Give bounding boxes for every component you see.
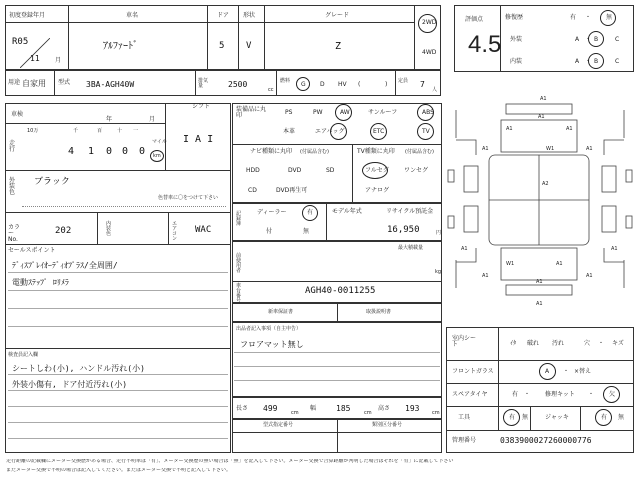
eq-pw: PW [313, 109, 323, 116]
fuel-paren-close: ) [385, 81, 388, 88]
fuel-hv: HV [338, 81, 347, 88]
use-label: 用途 [8, 79, 21, 86]
exterior-a: A [575, 36, 580, 43]
exterior-c: C [615, 36, 620, 43]
spare-none-circle [603, 386, 620, 403]
seat-opt-3: 汚れ [552, 340, 565, 347]
seat-opt-5: ・ [598, 340, 605, 347]
mileage-label: 走行 [9, 140, 16, 153]
seat-opt-4: 穴 [584, 340, 591, 347]
height-value: 193 [405, 404, 420, 413]
color-no-label: カラーNo. [8, 224, 21, 243]
owner-notes-value: フロアマット無し [240, 340, 304, 349]
mileage-d1: 4 [68, 146, 75, 157]
jack-label: ジャッキ [545, 414, 569, 421]
lot-no-label: 管理番号 [452, 437, 477, 444]
weight-label: 最大積載量 [398, 245, 424, 251]
warranty-label: 新車保証書 [268, 309, 294, 315]
eq-aw: AW [340, 109, 350, 116]
spare-dot-1: ・ [524, 391, 531, 398]
jack-yes: 有 [601, 414, 608, 421]
eq-abs: ABS [422, 109, 434, 116]
inspection-year-unit: 年 [106, 116, 113, 123]
height-unit: cm [432, 410, 440, 416]
recycle-unit: 円 [436, 230, 442, 236]
color-note: 色替車に〇をつけて下さい [158, 195, 219, 201]
diag-mark-5: A1 [482, 146, 489, 152]
ac-label: エアコン [172, 221, 178, 242]
recycle-label: リサイクル預託金 [386, 208, 434, 215]
tv-fullseg-circle [362, 162, 388, 179]
model-value: 3BA-AGH40W [86, 80, 135, 89]
eq-aw-circle [335, 104, 352, 121]
diag-mark-13: A1 [536, 279, 543, 285]
grade-value: Z [335, 41, 342, 52]
capacity-label: 定員 [398, 78, 409, 84]
mileage-mile: マイル [152, 139, 167, 145]
width-label: 幅 [310, 405, 317, 412]
recycle-value: 16,950 [387, 225, 420, 235]
interior-a: A [575, 58, 580, 65]
diag-mark-9: A1 [461, 246, 468, 252]
repair-no-circle [600, 10, 616, 26]
capacity-unit: 人 [432, 87, 438, 93]
eq-sunroof: サンルーフ [368, 109, 398, 116]
color-label: 外装色 [9, 177, 16, 196]
ac-value: WAC [195, 225, 212, 235]
navi-sd: SD [326, 167, 335, 174]
seat-opt-6: キズ [612, 340, 624, 347]
manual-label: 取扱説明書 [366, 309, 392, 315]
tv-note: (付属品含む) [405, 149, 434, 155]
diag-mark-2: A1 [538, 114, 545, 120]
windshield-a: A [545, 368, 550, 375]
tv-analog: アナログ [365, 187, 390, 194]
color-no-value: 202 [55, 226, 72, 236]
tv-label: TV種類に丸印 [357, 148, 395, 155]
diag-mark-16: A1 [586, 273, 593, 279]
model-label: 型式 [58, 79, 71, 86]
damage-diagram [446, 80, 634, 320]
jack-yes-circle [595, 409, 612, 426]
windshield-a-circle [539, 363, 556, 380]
chassis-label: 車台番号 [236, 283, 242, 304]
seat-opt-1: ｲﾀ [510, 340, 517, 347]
score-label: 評価点 [465, 16, 484, 23]
footer-line-2: またメーター交換で不明の場合は記入してください。またはメーター交換で不明と記入して下さい。 [6, 468, 232, 473]
model-year-label: モデル年式 [332, 208, 362, 215]
eq-leather: 本革 [283, 128, 296, 135]
interior-b: B [594, 58, 599, 65]
diag-mark-1: A1 [540, 96, 547, 102]
drive-4wd: 4WD [422, 49, 437, 56]
mileage-h4: 十 [117, 128, 123, 134]
capacity-value: 7 [420, 80, 425, 89]
tv-oneseg: ワンセグ [404, 167, 429, 174]
diag-mark-14: A1 [536, 301, 543, 307]
car-name-label: 車名 [126, 12, 139, 19]
exterior-b: B [594, 36, 599, 43]
modification-label: 型式指定番号 [263, 422, 294, 428]
eq-etc-circle [370, 123, 387, 140]
diag-mark-4: A1 [566, 126, 573, 132]
record-no: 無 [303, 228, 310, 235]
tv-fullseg: フルセグ [365, 167, 389, 174]
record-dealer: ディーラー [257, 209, 287, 216]
diag-mark-11: W1 [506, 261, 515, 267]
eq-airbag-circle [330, 123, 347, 140]
inspection-label: 車検 [11, 111, 24, 118]
tools-yes-circle [503, 409, 520, 426]
mileage-h1: 10万 [27, 128, 39, 134]
eq-etc: ETC [373, 128, 385, 135]
navi-dvd: DVD [288, 167, 302, 174]
width-unit: cm [364, 410, 372, 416]
displacement-unit: cc [268, 87, 274, 93]
interior-color-label: 内装色 [106, 221, 112, 237]
diag-mark-7: A2 [542, 181, 549, 187]
grade-label: グレード [325, 12, 350, 19]
interior-c: C [615, 58, 620, 65]
weight-unit: kg [435, 269, 442, 275]
navi-dvd-play: DVD再生可 [276, 187, 308, 194]
owner-notes-label: 出品者記入事項（自主申告） [236, 326, 302, 332]
use-value: 自家用 [22, 79, 46, 88]
doors-label: ドア [217, 12, 229, 19]
drive-2wd-circle [418, 14, 437, 33]
diag-mark-3: A1 [506, 126, 513, 132]
registration-month-unit: 月 [55, 57, 62, 64]
spare-yes: 有 [512, 391, 519, 398]
shift-label: シフト [192, 103, 211, 110]
chassis-value: AGH40-0011255 [305, 286, 376, 296]
eq-ps: PS [285, 109, 293, 116]
owner-notes-box [232, 322, 442, 397]
exterior-label: 外装 [510, 36, 523, 43]
spare-label: スペアタイヤ [452, 391, 488, 398]
width-value: 185 [336, 404, 351, 413]
eq-abs-circle [417, 104, 434, 121]
lot-no-value: 0383900027260000776 [500, 436, 592, 445]
mileage-d2: 1 [88, 146, 95, 157]
length-value: 499 [263, 404, 278, 413]
prev-use-label: 前使用者 [236, 253, 242, 274]
equipment-label: 装備品に丸印 [236, 106, 267, 119]
color-value: ブラック [34, 177, 70, 187]
mileage-h3: 百 [97, 128, 103, 134]
registration-year: R05 [12, 37, 29, 47]
tools-no: 無 [522, 414, 529, 421]
navi-label: ナビ種類に丸印 [250, 148, 293, 155]
interior-dot: ・ [585, 58, 592, 65]
tools-yes: 有 [509, 414, 516, 421]
navi-hdd: HDD [246, 167, 260, 174]
fuel-g-circle [296, 77, 310, 91]
diag-mark-12: A1 [556, 261, 563, 267]
mileage-h5: 一 [133, 128, 139, 134]
navi-note: (付属品含む) [300, 149, 329, 155]
diag-mark-8: W1 [546, 146, 555, 152]
registration-month: 11 [30, 54, 40, 63]
repair-no: 無 [606, 14, 613, 21]
selling-line-1: ﾃﾞｨｽﾌﾟﾚｲｵｰﾃﾞｨｵﾌﾟﾗｽ/全周囲/ [12, 261, 118, 270]
mileage-d3: 0 [106, 146, 113, 157]
inspection-month-unit: 月 [149, 116, 156, 123]
length-label: 長さ [236, 405, 249, 412]
diag-mark-15: A1 [482, 273, 489, 279]
seat-opt-2: 破れ [527, 340, 540, 347]
length-unit: cm [291, 410, 299, 416]
mileage-d5: 0 [139, 146, 146, 157]
inspector-line-1: シートしわ(小), ハンドル汚れ(小) [12, 364, 145, 373]
navi-cd: CD [248, 187, 257, 194]
spare-kit: 修理キット [545, 391, 575, 398]
car-name-value: ｱﾙﾌｧｰﾄﾞ [103, 41, 138, 52]
doors-value: 5 [219, 41, 225, 51]
mileage-km: km [153, 153, 161, 159]
spare-dot-2: ・ [588, 391, 595, 398]
shift-value: I A I [183, 134, 214, 145]
windshield-x: ×替え [574, 368, 592, 375]
windshield-label: フロントガラス [452, 368, 494, 375]
interior-label: 内装 [510, 58, 523, 65]
repair-dot: ・ [585, 14, 592, 21]
exterior-b-circle [588, 31, 604, 47]
registration-label: 初度登録年月 [9, 12, 46, 19]
spare-none: 欠 [609, 391, 616, 398]
mileage-d4: 0 [122, 146, 129, 157]
body-shape-label: 形状 [243, 12, 256, 19]
footer-line-1: 走行距離の記載欄にメーター交換歴がある場合、走行不明車は「有」、メーター交換歴の無い場合は「無」を記入して下さい。メーター交換で合算距離が判明した場合はそれを「有」に記載して下さい [6, 459, 454, 464]
mileage-km-circle [150, 150, 164, 162]
displacement-value: 2500 [228, 80, 248, 89]
record-yes-circle [302, 205, 318, 221]
height-label: 高さ [378, 405, 391, 412]
jack-no: 無 [618, 414, 625, 421]
spec-row [5, 70, 441, 96]
registration-slash [20, 38, 50, 68]
displacement-label: 排気量 [198, 78, 209, 89]
repair-yes: 有 [570, 14, 577, 21]
eq-tv-circle [417, 123, 434, 140]
body-shape-value: V [246, 41, 252, 51]
exterior-dot: ・ [585, 36, 592, 43]
mileage-h2: 千 [73, 128, 79, 134]
seat-label: 室内シート [452, 335, 477, 348]
score-value: 4.5 [468, 31, 502, 58]
eq-tv: TV [422, 128, 430, 135]
repair-label: 修復歴 [505, 14, 524, 21]
diag-mark-6: A1 [586, 146, 593, 152]
drive-2wd: 2WD [422, 19, 437, 26]
windshield-dot: ・ [563, 368, 570, 375]
record-yes: 有 [307, 209, 314, 216]
interior-b-circle [588, 53, 604, 69]
selling-line-2: 電動ｽﾃｯﾌﾟ ﾛﾘﾒﾗ [12, 278, 69, 287]
diag-mark-10: A1 [611, 246, 618, 252]
class-label: 類別区分番号 [372, 422, 403, 428]
eq-airbag: エアバッグ [315, 128, 345, 135]
tools-label: 工具 [458, 414, 471, 421]
fuel-g: G [301, 81, 306, 88]
fuel-d: D [320, 81, 325, 88]
inspector-notes-label: 検査員記入欄 [8, 352, 39, 358]
fuel-paren-open: ( [358, 81, 361, 88]
fuel-label: 燃料 [280, 78, 291, 84]
record-dealer-opt: 付 [266, 228, 273, 235]
inspector-line-2: 外装小傷有, ドア付近汚れ(小) [12, 380, 128, 389]
record-label: 記録簿 [236, 211, 242, 227]
selling-points-label: セールスポイント [8, 247, 56, 254]
